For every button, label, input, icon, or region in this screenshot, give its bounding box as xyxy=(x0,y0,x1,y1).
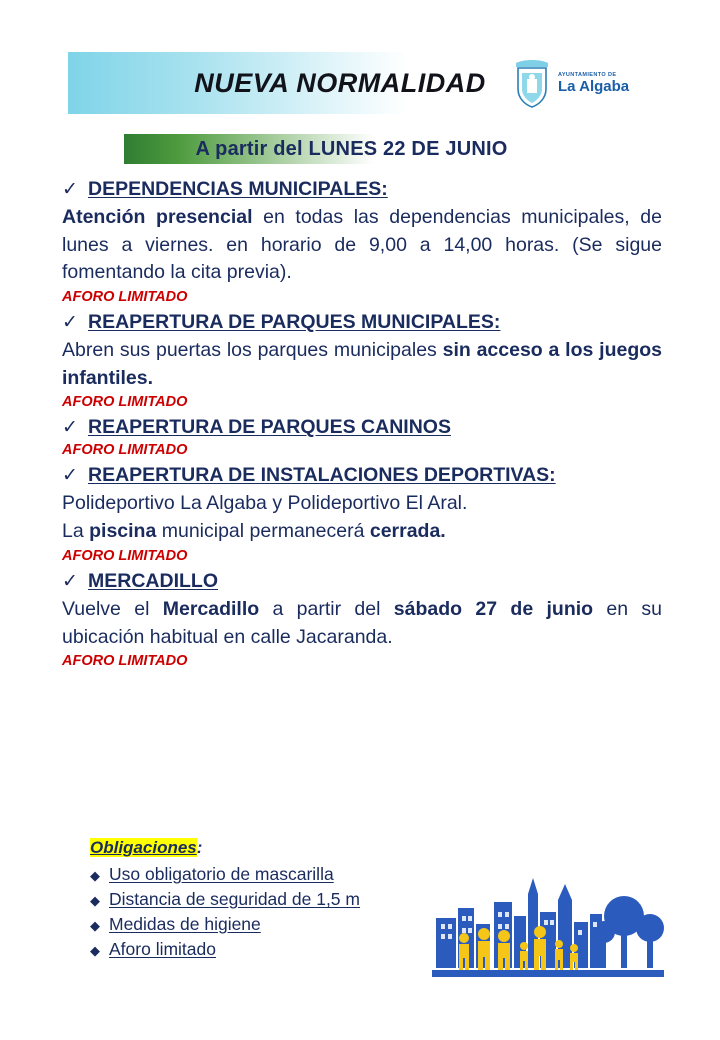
check-icon: ✓ xyxy=(62,312,78,334)
section-heading: REAPERTURA DE INSTALACIONES DEPORTIVAS: xyxy=(88,464,556,487)
section-heading: REAPERTURA DE PARQUES MUNICIPALES: xyxy=(88,311,501,334)
section-body: Atención presencial en todas las dependencias municipales, de lunes a viernes. en horario de 9,00 a 14,00 horas. (Se sigue fomentando la cita previa). xyxy=(62,206,662,284)
header-banner xyxy=(68,52,652,114)
coat-of-arms-icon xyxy=(510,59,554,109)
obligations-title-suffix: : xyxy=(196,838,203,857)
section-heading-row xyxy=(62,416,662,439)
section-instalaciones-deportivas xyxy=(62,464,662,563)
section-body: Vuelve el Mercadillo a partir del sábado 27 de junio en su ubicación habitual en calle Jacaranda. xyxy=(62,597,662,648)
section-parques-municipales xyxy=(62,311,662,410)
section-heading: MERCADILLO xyxy=(88,569,218,592)
diamond-bullet-icon: ◆ xyxy=(90,893,100,908)
section-dependencias xyxy=(62,178,662,305)
section-heading-row xyxy=(62,311,662,334)
section-heading-row xyxy=(62,178,662,201)
logo-name: La Algaba xyxy=(558,78,630,95)
list-item xyxy=(90,914,410,935)
list-item xyxy=(90,889,410,910)
list-item xyxy=(90,939,410,960)
municipality-logo xyxy=(510,56,642,112)
section-parques-caninos xyxy=(62,416,662,458)
capacity-notice: AFORO LIMITADO xyxy=(62,653,188,670)
capacity-notice: AFORO LIMITADO xyxy=(62,442,188,459)
list-item xyxy=(90,864,410,885)
obligation-text: Distancia de seguridad de 1,5 m xyxy=(109,889,360,909)
obligation-text: Uso obligatorio de mascarilla xyxy=(109,864,334,884)
section-heading: REAPERTURA DE PARQUES CANINOS xyxy=(88,416,451,439)
check-icon: ✓ xyxy=(62,179,78,200)
logo-top-line: AYUNTAMIENTO DE xyxy=(558,72,617,79)
check-icon: ✓ xyxy=(62,417,78,439)
announcement-body xyxy=(62,178,662,675)
obligations-title-row xyxy=(90,838,410,858)
section-body: Polideportivo La Algaba y Polideportivo El Aral. La piscina municipal permanecerá cerrada. xyxy=(62,492,468,543)
section-heading: DEPENDENCIAS MUNICIPALES: xyxy=(88,178,388,200)
section-mercadillo xyxy=(62,570,662,669)
diamond-bullet-icon: ◆ xyxy=(90,943,100,958)
obligation-text: Medidas de higiene xyxy=(109,914,261,934)
page-title: NUEVA NORMALIDAD xyxy=(194,67,486,98)
logo-text-block xyxy=(558,73,629,95)
check-icon: ✓ xyxy=(62,465,78,487)
obligation-text: Aforo limitado xyxy=(109,939,216,959)
capacity-notice: AFORO LIMITADO xyxy=(62,547,188,564)
section-heading-row xyxy=(62,464,662,487)
check-icon: ✓ xyxy=(62,570,78,592)
obligations-block xyxy=(90,838,410,964)
obligations-title: Obligaciones xyxy=(90,838,197,857)
obligations-list xyxy=(90,864,410,960)
date-bar xyxy=(124,134,579,164)
capacity-notice: AFORO LIMITADO xyxy=(62,394,188,411)
capacity-notice: AFORO LIMITADO xyxy=(62,289,188,306)
diamond-bullet-icon: ◆ xyxy=(90,918,100,933)
section-body: Abren sus puertas los parques municipales sin acceso a los juegos infantiles. xyxy=(62,339,662,389)
city-skyline-people-illustration xyxy=(428,872,668,982)
section-heading-row xyxy=(62,570,662,593)
date-bar-text: A partir del LUNES 22 DE JUNIO xyxy=(195,137,508,160)
diamond-bullet-icon: ◆ xyxy=(90,868,100,883)
